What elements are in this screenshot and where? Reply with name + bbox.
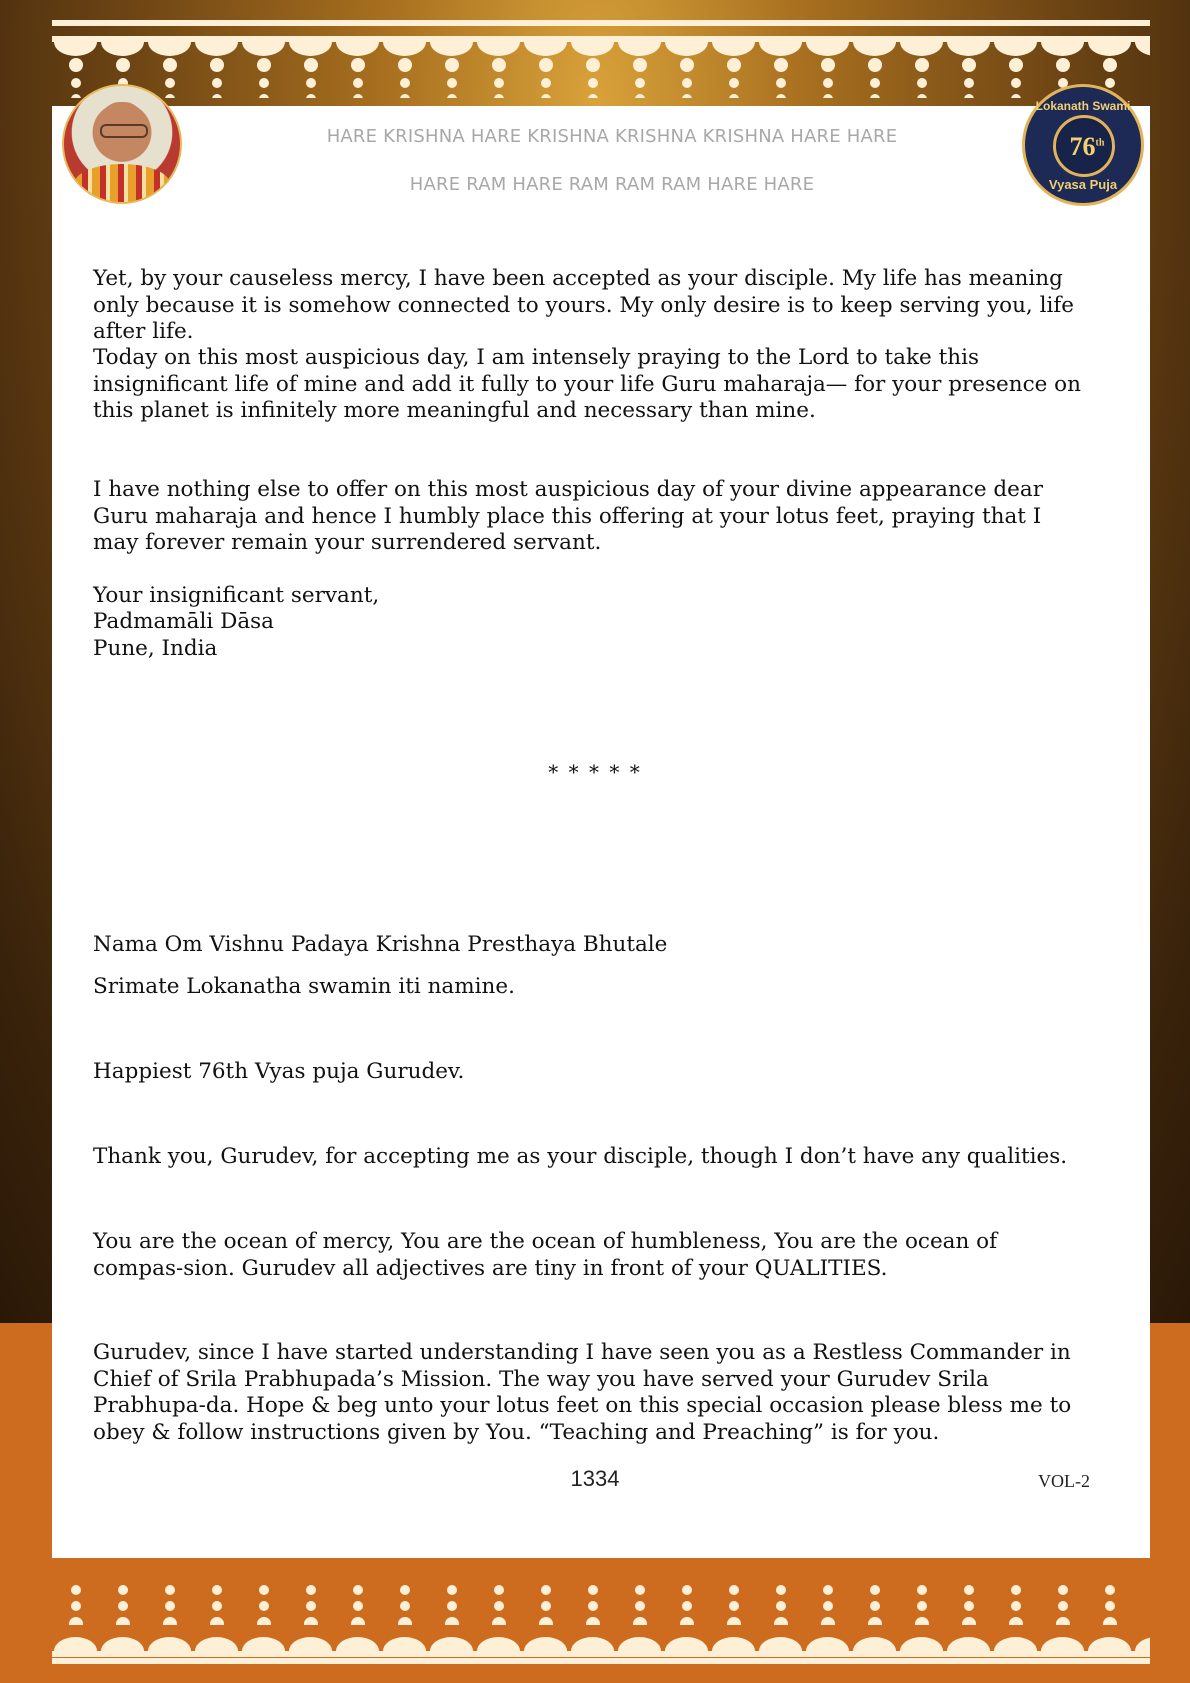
mantra-line-1: HARE KRISHNA HARE KRISHNA KRISHNA KRISHNA HARE HARE [326, 126, 898, 147]
dot [1056, 1617, 1070, 1625]
dot [917, 1585, 927, 1595]
dot [212, 78, 222, 88]
dot-column [257, 58, 271, 98]
dot [1150, 58, 1151, 72]
dot [776, 94, 786, 98]
scallop [54, 1637, 97, 1657]
portrait-glasses [100, 124, 148, 138]
dot-column [304, 1585, 318, 1625]
dot [492, 1617, 506, 1625]
dot-column [445, 58, 459, 98]
dot [447, 78, 457, 88]
scallop [712, 1637, 755, 1657]
dot [212, 94, 222, 98]
dot [118, 1601, 128, 1611]
scallop [477, 36, 520, 56]
dot [539, 58, 553, 72]
dot-column [539, 1585, 553, 1625]
dot-column [69, 58, 83, 98]
dot [962, 1617, 976, 1625]
dot-column [821, 1585, 835, 1625]
dot-column [680, 58, 694, 98]
dot-column [492, 1585, 506, 1625]
dot [398, 58, 412, 72]
page-number: 1334 [570, 1466, 620, 1491]
dot [1105, 78, 1115, 88]
dot [445, 58, 459, 72]
badge-bottom-text: Vyasa Puja [1048, 177, 1118, 192]
dot-column [445, 1585, 459, 1625]
mantra-line-2: HARE RAM HARE RAM RAM RAM HARE HARE [409, 174, 815, 195]
dot [729, 1601, 739, 1611]
dot [306, 78, 316, 88]
scallop [101, 36, 144, 56]
dot [729, 94, 739, 98]
dot [964, 1585, 974, 1595]
dot-column [1150, 58, 1151, 98]
dot [445, 1617, 459, 1625]
dot [69, 1617, 83, 1625]
dot-column [163, 58, 177, 98]
dot-column [398, 1585, 412, 1625]
dot [682, 94, 692, 98]
dot-column [69, 1585, 83, 1625]
dot [915, 58, 929, 72]
dot-column [633, 58, 647, 98]
dot [964, 94, 974, 98]
scallop [947, 36, 990, 56]
dot [306, 1585, 316, 1595]
scallop [54, 36, 97, 56]
dot [635, 94, 645, 98]
guru-portrait-icon [62, 84, 182, 204]
dot [682, 1601, 692, 1611]
dot [541, 1585, 551, 1595]
dot [1009, 58, 1023, 72]
scallop [806, 1637, 849, 1657]
dot [259, 94, 269, 98]
dot [586, 58, 600, 72]
dot [962, 58, 976, 72]
dot [964, 78, 974, 88]
dot [116, 58, 130, 72]
dot-column [351, 58, 365, 98]
volume-label: VOL-2 [1038, 1471, 1090, 1491]
dot-column [1009, 58, 1023, 98]
dot [165, 1601, 175, 1611]
vyasa-puja-badge-icon [1022, 84, 1144, 206]
paragraph: Today on this most auspicious day, I am intensely praying to the Lord to take this insignificant life of mine and add it fully to your life Guru maharaja— for your presence on this planet is infinitely more meaningful and necessary than mine. [93, 345, 1081, 423]
dot-column [539, 58, 553, 98]
dot [586, 1617, 600, 1625]
dot-column [1103, 1585, 1117, 1625]
dot-column [868, 58, 882, 98]
scallop [430, 1637, 473, 1657]
dot-column [1056, 1585, 1070, 1625]
dot-column [116, 1585, 130, 1625]
dot [1009, 1617, 1023, 1625]
dot [633, 58, 647, 72]
scallop [430, 36, 473, 56]
scallop [383, 36, 426, 56]
dot-column [1009, 1585, 1023, 1625]
section-separator: * * * * * [548, 760, 642, 784]
dot [400, 94, 410, 98]
dot [635, 1585, 645, 1595]
dot [682, 78, 692, 88]
dot [71, 94, 81, 98]
dot-column [210, 1585, 224, 1625]
dot [447, 94, 457, 98]
dot-column [962, 58, 976, 98]
scallop [806, 36, 849, 56]
dot [492, 58, 506, 72]
verse-line-2: Srimate Lokanatha swamin iti namine. [93, 974, 515, 999]
dot [821, 58, 835, 72]
dot [823, 1585, 833, 1595]
dot-column [774, 1585, 788, 1625]
scallop [759, 1637, 802, 1657]
dot-column [868, 1585, 882, 1625]
dot [400, 1585, 410, 1595]
dot [257, 58, 271, 72]
paragraph: Happiest 76th Vyas puja Gurudev. [93, 1059, 465, 1084]
scallop [618, 36, 661, 56]
dot [163, 58, 177, 72]
bottom-dots-row [52, 1585, 1150, 1625]
scallop [148, 1637, 191, 1657]
dot [165, 94, 175, 98]
scallop [195, 36, 238, 56]
signature-closing: Your insignificant servant, [93, 583, 380, 608]
dot [870, 94, 880, 98]
dot [259, 1585, 269, 1595]
dot-column [915, 1585, 929, 1625]
dot [633, 1617, 647, 1625]
dot-column [492, 58, 506, 98]
dot [69, 58, 83, 72]
dot [165, 78, 175, 88]
dot-column [915, 58, 929, 98]
dot-column [680, 1585, 694, 1625]
dot [870, 1585, 880, 1595]
dot [917, 1601, 927, 1611]
top-dots-row [52, 58, 1150, 98]
dot [210, 1617, 224, 1625]
dot-column [398, 58, 412, 98]
dot [447, 1585, 457, 1595]
dot [541, 94, 551, 98]
dot [774, 58, 788, 72]
dot [823, 1601, 833, 1611]
dot [71, 1601, 81, 1611]
scallop [289, 1637, 332, 1657]
dot [774, 1617, 788, 1625]
dot [682, 1585, 692, 1595]
dot-column [586, 58, 600, 98]
dot [1011, 1601, 1021, 1611]
dot [729, 78, 739, 88]
dot [1011, 78, 1021, 88]
dot [212, 1585, 222, 1595]
dot [257, 1617, 271, 1625]
dot [1058, 1585, 1068, 1595]
dot-column [163, 1585, 177, 1625]
scallop [242, 36, 285, 56]
dot [680, 58, 694, 72]
dot [259, 1601, 269, 1611]
dot [1103, 1617, 1117, 1625]
dot-column [304, 58, 318, 98]
dot [776, 1601, 786, 1611]
dot [116, 1617, 130, 1625]
dot-column [586, 1585, 600, 1625]
scallop [665, 36, 708, 56]
scallop [900, 1637, 943, 1657]
dot-column [633, 1585, 647, 1625]
dot [915, 1617, 929, 1625]
dot [398, 1617, 412, 1625]
verse-line-1: Nama Om Vishnu Padaya Krishna Presthaya Bhutale [93, 932, 668, 957]
scallop [1088, 1637, 1131, 1657]
dot [400, 78, 410, 88]
dot [494, 94, 504, 98]
dot [588, 78, 598, 88]
scallop [994, 36, 1037, 56]
dot [494, 78, 504, 88]
scallop [759, 36, 802, 56]
scallop [524, 36, 567, 56]
dot [588, 1585, 598, 1595]
paragraph: Yet, by your causeless mercy, I have been accepted as your disciple. My life has meaning only because it is somehow connected to yours. My only desire is to keep serving you, life after life. [93, 266, 1075, 344]
dot [304, 1617, 318, 1625]
dot [870, 78, 880, 88]
dot-column [351, 1585, 365, 1625]
paragraph: Thank you, Gurudev, for accepting me as your disciple, though I don’t have any qualities. [93, 1144, 1068, 1169]
dot [1105, 1585, 1115, 1595]
dot [306, 94, 316, 98]
dot [447, 1601, 457, 1611]
dot [541, 1601, 551, 1611]
scallop [477, 1637, 520, 1657]
dot [71, 1585, 81, 1595]
scallop [618, 1637, 661, 1657]
scallop [1041, 1637, 1084, 1657]
dot [353, 1585, 363, 1595]
scallop [195, 1637, 238, 1657]
dot [588, 94, 598, 98]
dot [588, 1601, 598, 1611]
scallop [571, 1637, 614, 1657]
dot [304, 58, 318, 72]
dot [539, 1617, 553, 1625]
dot [917, 94, 927, 98]
dot [210, 58, 224, 72]
badge-top-text: Lokanath Swami [1035, 99, 1131, 113]
paragraph: I have nothing else to offer on this most auspicious day of your divine appearance dear Guru maharaja and hence I humbly place this offering at your lotus feet, praying that I may forever remain your surrendered servant. [93, 477, 1043, 555]
scallop [336, 36, 379, 56]
dot [1105, 1601, 1115, 1611]
scallop [383, 1637, 426, 1657]
scallop [289, 36, 332, 56]
dot [118, 1585, 128, 1595]
dot [494, 1585, 504, 1595]
badge-number: 76th [1069, 132, 1105, 161]
scallop [1041, 36, 1084, 56]
dot [964, 1601, 974, 1611]
scallop [665, 1637, 708, 1657]
bottom-border-line [52, 1658, 1150, 1664]
dot-column [257, 1585, 271, 1625]
dot [1056, 58, 1070, 72]
dot [259, 78, 269, 88]
dot-column [774, 58, 788, 98]
dot [917, 78, 927, 88]
scallop [1135, 36, 1150, 56]
dot [729, 1585, 739, 1595]
dot [71, 78, 81, 88]
top-border-line [52, 20, 1150, 26]
dot [823, 94, 833, 98]
scallop [524, 1637, 567, 1657]
scallop [853, 36, 896, 56]
dot [212, 1601, 222, 1611]
dot [776, 78, 786, 88]
dot [870, 1601, 880, 1611]
dot [821, 1617, 835, 1625]
scallop [712, 36, 755, 56]
dot [1011, 1585, 1021, 1595]
scallop [101, 1637, 144, 1657]
dot-column [210, 58, 224, 98]
dot [868, 58, 882, 72]
scallop [1135, 1637, 1150, 1657]
dot [400, 1601, 410, 1611]
dot [727, 58, 741, 72]
scallop [336, 1637, 379, 1657]
dot [165, 1585, 175, 1595]
dot [353, 78, 363, 88]
dot [541, 78, 551, 88]
dot [353, 94, 363, 98]
scallop [148, 36, 191, 56]
dot [776, 1585, 786, 1595]
scallop [571, 36, 614, 56]
dot [823, 78, 833, 88]
dot [306, 1601, 316, 1611]
paragraph: You are the ocean of mercy, You are the ocean of humbleness, You are the ocean of compas-sion. Gurudev all adjectives are tiny in front of your QUALITIES. [93, 1229, 998, 1281]
signature-name: Padmamāli Dāsa [93, 609, 274, 634]
dot-column [1150, 1585, 1151, 1625]
scallop [242, 1637, 285, 1657]
scallop [900, 36, 943, 56]
scallop [994, 1637, 1037, 1657]
dot-column [821, 58, 835, 98]
dot [727, 1617, 741, 1625]
dot [353, 1601, 363, 1611]
scallop [947, 1637, 990, 1657]
dot [680, 1617, 694, 1625]
dot-column [962, 1585, 976, 1625]
dot [1150, 1617, 1151, 1625]
dot-column [727, 1585, 741, 1625]
dot [351, 1617, 365, 1625]
dot [1058, 1601, 1068, 1611]
dot [635, 78, 645, 88]
dot [635, 1601, 645, 1611]
bottom-scallop-border [52, 1627, 1150, 1657]
dot [868, 1617, 882, 1625]
dot [494, 1601, 504, 1611]
badge-inner-ring [1053, 115, 1115, 177]
dot [351, 58, 365, 72]
dot [1011, 94, 1021, 98]
dot [1103, 58, 1117, 72]
scallop [1088, 36, 1131, 56]
paragraph: Gurudev, since I have started understanding I have seen you as a Restless Commander in Chief of Srila Prabhupada’s Mission. The way you have served your Gurudev Srila Prabhupa-da. Hope & beg unto your lotus feet on this special occasion please bless me to obey & follow instructions given by You. “Teaching and Preaching” is for you. [93, 1340, 1072, 1445]
scallop [853, 1637, 896, 1657]
signature-place: Pune, India [93, 636, 218, 661]
portrait-garland [74, 164, 170, 204]
dot-column [727, 58, 741, 98]
dot [163, 1617, 177, 1625]
